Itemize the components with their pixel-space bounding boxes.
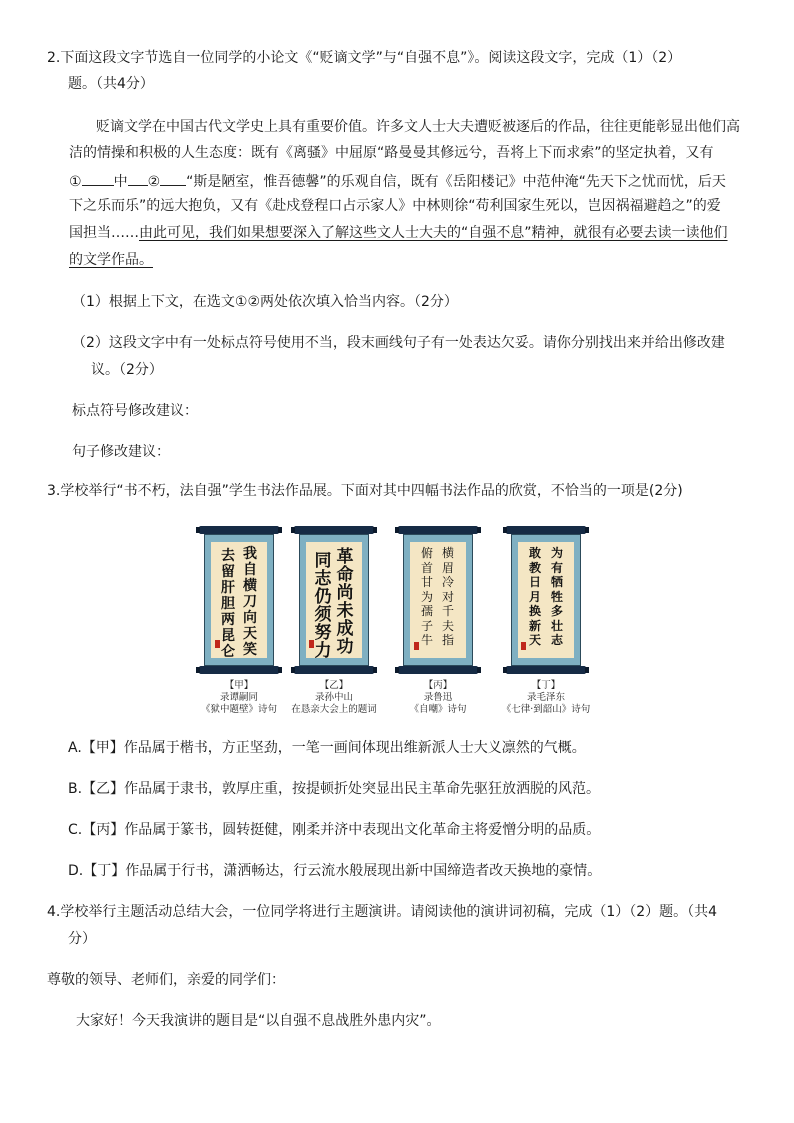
scroll-rod-bottom [506,666,586,674]
caption-source: 在恳亲大会上的题词 [291,704,377,715]
caption-label: 【丁】 [531,680,561,691]
calligraphy-scroll-yi [294,526,374,674]
scroll-rod-top [506,526,586,534]
q2-subquestion-2-line2: 议。（2分） [91,362,163,378]
seal-stamp [521,642,526,650]
q2-passage-line3-rest: “斯是陋室，惟吾德馨”的乐观自信，既有《岳阳楼记》中范仲淹“先天下之忧而忧，后天 [186,174,726,190]
caption-label: 【丙】 [423,680,453,691]
seal-stamp [414,642,419,650]
calligraphy-column-left: 同志仍须努力 [314,551,332,661]
calligraphy-column-left: 去留肝胆两昆仑 [221,548,235,660]
caption-source: 《狱中题壁》诗句 [200,704,277,715]
q2-passage-line3 [69,170,726,192]
calligraphy-paper [306,542,362,661]
caption-label: 【甲】 [224,680,254,691]
caption-author: 录谭嗣同 [219,692,258,703]
q2-passage-line5-plain: 国担当…… [69,225,139,241]
q2-passage-line5 [69,223,728,243]
blank-marker-1: ① [69,174,82,190]
calligraphy-column-left: 敢教日月换新天 [528,546,541,647]
q3-stem: 3.学校举行“书不朽，法自强”学生书法作品展。下面对其中四幅书法作品的欣赏，不恰当的一项是(2分) [47,483,683,499]
caption-author: 录孙中山 [314,692,353,703]
scroll-rod-top [398,526,478,534]
fill-blank-2a[interactable] [128,170,148,186]
fill-blank-1[interactable] [82,170,114,186]
option-d[interactable]: D.【丁】作品属于行书，潇洒畅达，行云流水般展现出新中国缔造者改天换地的豪情。 [68,863,602,879]
scroll-rod-bottom [199,666,279,674]
sentence-answer-label: 句子修改建议： [72,444,170,460]
scroll-mount [403,534,473,666]
q2-passage-line2: 洁的情操和积极的人生态度：既有《离骚》中屈原“路曼曼其修远兮，吾将上下而求索”的坚定执着，又有 [69,145,714,161]
calligraphy-column-right: 我自横刀向天笑 [243,546,257,658]
seal-stamp [309,640,314,648]
scroll-rod-top [199,526,279,534]
q2-stem-line2: 题。（共4分） [68,76,154,92]
seal-stamp [215,640,220,648]
option-a[interactable]: A.【甲】作品属于楷书，方正坚劲，一笔一画间体现出维新派人士大义凛然的气概。 [68,740,586,756]
punctuation-answer-label: 标点符号修改建议： [72,403,198,419]
fill-blank-2b[interactable] [160,170,186,186]
calligraphy-column-left: 俯首甘为孺子牛 [420,546,433,647]
calligraphy-scroll-jia [199,526,279,674]
speech-opening: 大家好！今天我演讲的题目是“以自强不息战胜外患内灾”。 [76,1013,441,1029]
scroll-rod-bottom [398,666,478,674]
caption-author: 录毛泽东 [526,692,565,703]
scroll-rod-bottom [294,666,374,674]
underlined-sentence-part2: 的文学作品。 [69,252,153,268]
q2-stem-line1: 2.下面这段文字节选自一位同学的小论文《“贬谪文学”与“自强不息”》。阅读这段文字，完成（1）（2） [47,50,682,66]
scroll-mount [299,534,369,666]
scroll-mount [204,534,274,666]
speech-greeting: 尊敬的领导、老师们，亲爱的同学们： [47,972,285,988]
calligraphy-scroll-bing [398,526,478,674]
calligraphy-scroll-ding [506,526,586,674]
caption-label: 【乙】 [319,680,349,691]
q4-stem-line1: 4.学校举行主题活动总结大会，一位同学将进行主题演讲。请阅读他的演讲词初稿，完成（1）（2）题。（共4 [47,904,718,920]
caption-ding [471,680,621,716]
blank-marker-2: ② [147,174,161,190]
calligraphy-paper [410,542,466,658]
option-b[interactable]: B.【乙】作品属于隶书，敦厚庄重，按提顿折处突显出民主革命先驱狂放洒脱的风范。 [68,781,601,797]
blank-connector: 中 [113,174,128,190]
scroll-mount [511,534,581,666]
calligraphy-column-right: 横眉冷对千夫指 [441,546,454,647]
calligraphy-paper [211,542,267,658]
underlined-sentence-part1: 由此可见，我们如果想要深入了解这些文人士大夫的“自强不息”精神，就很有必要去读一读他们 [139,225,728,241]
caption-source: 《自嘲》诗句 [409,704,467,715]
calligraphy-column-right: 为有牺牲多壮志 [550,546,563,647]
caption-author: 录鲁迅 [423,692,453,703]
caption-source: 《七律·到韶山》诗句 [501,704,591,715]
q2-subquestion-2-line1: （2）这段文字中有一处标点符号使用不当，段末画线句子有一处表达欠妥。请你分别找出来并给出修改建 [72,335,725,351]
calligraphy-column-right: 革命尚未成功 [336,547,354,657]
q2-passage-line4: 下之乐而乐”的远大抱负，又有《赴戍登程口占示家人》中林则徐“苟利国家生死以，岂因祸福避趋之”的爱 [69,198,721,214]
calligraphy-paper [518,542,574,658]
scroll-rod-top [294,526,374,534]
q2-subquestion-1: （1）根据上下文，在选文①②两处依次填入恰当内容。（2分） [72,294,458,310]
option-c[interactable]: C.【丙】作品属于篆书，圆转挺健，刚柔并济中表现出文化革命主将爱憎分明的品质。 [68,822,601,838]
q4-stem-line2: 分） [68,931,96,947]
q2-passage-line1: 贬谪文学在中国古代文学史上具有重要价值。许多文人士大夫遭贬被逐后的作品，往往更能彰显出他们高 [96,119,740,135]
